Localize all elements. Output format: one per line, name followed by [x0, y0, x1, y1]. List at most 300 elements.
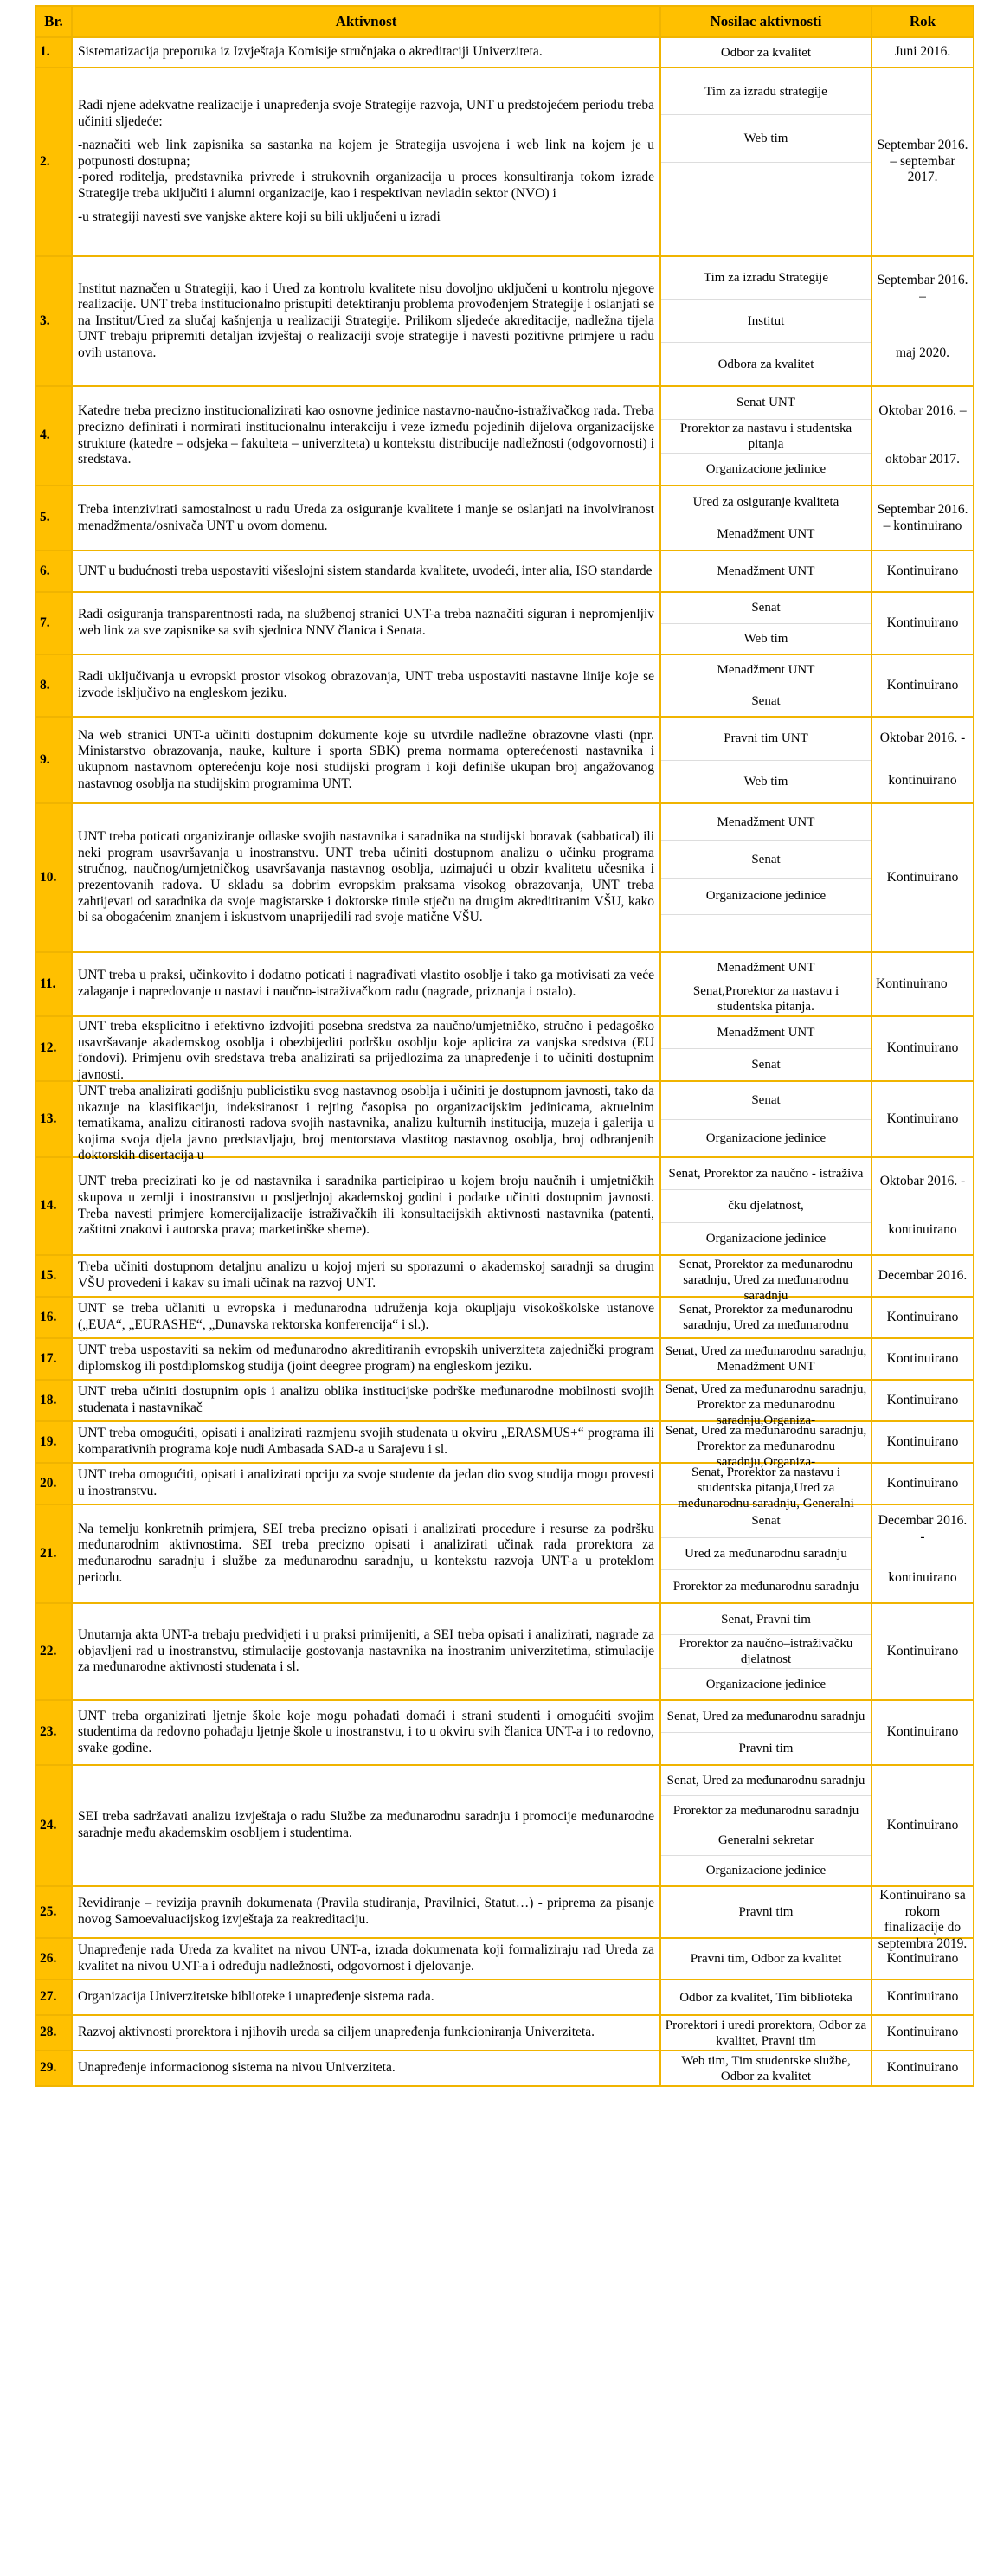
activity-cell: [72, 1081, 660, 1163]
activity-paragraph: UNT treba u praksi, učinkovito i dodatno poticati i nagrađivati vlastito osoblje i tako ga motivisati za veće zalaganje i napredovanje u nastavi i naučno-istraživačkom radu (nagrade, priznanja i ostalo).: [78, 968, 654, 999]
deadline-cell: [872, 717, 974, 803]
activity-text: [78, 1627, 654, 1676]
activity-cell: [72, 386, 660, 486]
holder-entry: Senat,Prorektor za nastavu i studentska pitanja.: [661, 982, 871, 1015]
holder-entry: Institut: [661, 299, 871, 343]
holder-cell: [660, 1380, 872, 1427]
deadline-cell: [872, 592, 974, 654]
table-row: [35, 1255, 974, 1297]
holder-cell: [660, 551, 872, 592]
holder-cell: [660, 386, 872, 486]
deadline-cell: [872, 654, 974, 717]
row-number: 21.: [35, 1504, 72, 1603]
row-number: 12.: [35, 1016, 72, 1081]
table-row: [35, 1765, 974, 1886]
holder-entry: Odbora za kvalitet: [661, 342, 871, 385]
activity-paragraph: Organizacija Univerzitetske biblioteke i unapređenje sistema rada.: [78, 1989, 434, 2005]
activity-cell: [72, 1886, 660, 1938]
activity-text: [78, 564, 654, 580]
table-row: [35, 952, 974, 1016]
activity-paragraph: Unapređenje rada Ureda za kvalitet na nivou UNT-a, izrada dokumenata koji formaliziraju rad Ureda za kvalitet na nivou UNT-a i određuju nadležnosti, odgovornost i djelovanje.: [78, 1942, 654, 1974]
activity-cell: [72, 1463, 660, 1504]
deadline-value: Oktobar 2016. –: [878, 402, 967, 418]
activity-cell: [72, 37, 660, 68]
holder-entry: Senat: [751, 1514, 781, 1529]
holder-entry: Senat, Ured za međunarodnu saradnju, Menadžment UNT: [665, 1344, 867, 1374]
holder-entry: Senat, Prorektor za nastavu i studentska pitanja,Ured za međunarodnu saradnju, Generalni: [678, 1465, 854, 1510]
holder-entry: Prorektor za nastavu i studentska pitanja: [661, 419, 871, 453]
row-number: 16.: [35, 1297, 72, 1338]
deadline-value: Kontinuirano: [886, 563, 959, 578]
row-number: 18.: [35, 1380, 72, 1421]
deadline-value: Decembar 2016.: [878, 1267, 968, 1283]
holder-entry: Menadžment UNT: [717, 564, 815, 578]
activity-paragraph: UNT treba organizirati ljetnje škole koje mogu pohađati domaći i strani studenti i omogućiti svojim studentima da redovno pohađaju ljetnje škole u inostranstvu, i to u okviru svih članica UNT-a i to redovno, svake godine.: [78, 1708, 654, 1755]
deadline-value: oktobar 2017.: [884, 452, 961, 467]
holder-cell: [660, 1157, 872, 1255]
deadline-value: Kontinuirano: [886, 677, 959, 692]
activity-cell: [72, 1255, 660, 1297]
deadline-cell: [872, 803, 974, 952]
holder-entry: Senat, Prorektor za međunarodnu saradnju, Ured za međunarodnu saradnju: [679, 1258, 853, 1303]
deadline-value: Oktobar 2016. -: [879, 731, 966, 746]
holder-cell: [660, 1255, 872, 1303]
table-row: [35, 1380, 974, 1421]
row-number: 2.: [35, 68, 72, 256]
activity-cell: [72, 1603, 660, 1700]
row-number: 7.: [35, 592, 72, 654]
deadline-value: Kontinuirano: [886, 1724, 959, 1740]
row-number: 27.: [35, 1980, 72, 2015]
activity-text: [78, 1019, 654, 1082]
deadline-value: Septembar 2016. –: [877, 273, 968, 304]
deadline-cell: [872, 551, 974, 592]
holder-cell: [660, 68, 872, 256]
holder-entry: Menadžment UNT: [661, 518, 871, 550]
activity-cell: [72, 654, 660, 717]
holder-entry: Senat, Prorektor za međunarodnu saradnju, Ured za međunarodnu: [679, 1303, 853, 1332]
holder-entry: Senat UNT: [736, 396, 795, 410]
deadline-value: Kontinuirano: [886, 1950, 959, 1966]
activity-paragraph: Unapređenje informacionog sistema na nivou Univerziteta.: [78, 2060, 396, 2076]
holder-entry: Pravni tim, Odbor za kvalitet: [690, 1952, 842, 1966]
activity-paragraph: Na temelju konkretnih primjera, SEI treba precizno opisati i analizirati procedure i resurse za podršku međunarodnim aktivnostima. SEI treba precizno opisati i analizirati učinak rada prorektora za međunarodnu saradnju i službe za međunarodnu saradnju, u kontekstu razvoja UNT-a u proteklom periodu.: [78, 1521, 654, 1585]
activity-paragraph: UNT treba uspostaviti sa nekim od međunarodno akreditiranih evropskih univerziteta zajednički program diplomskog ili postdiplomskog studija (joint deegree program) na engleskom jeziku.: [78, 1343, 654, 1374]
holder-entry: Prorektor za međunarodnu saradnju: [661, 1569, 871, 1602]
holder-entry: Prorektor za naučno–istraživačku djelatnost: [661, 1634, 871, 1668]
holder-cell: [660, 592, 872, 654]
deadline-cell: [872, 1157, 974, 1255]
holder-cell: [660, 1463, 872, 1510]
deadline-cell: [872, 1338, 974, 1380]
header-deadline: Rok: [872, 6, 974, 37]
deadline-value: Kontinuirano: [886, 1111, 959, 1126]
holder-entry: Senat: [661, 686, 871, 717]
activity-cell: [72, 551, 660, 592]
activity-text: [78, 1343, 654, 1375]
holder-cell: [660, 256, 872, 386]
deadline-value: maj 2020.: [896, 345, 949, 360]
activity-cell: [72, 803, 660, 952]
activity-paragraph: -u strategiji navesti sve vanjske aktere koji su bili uključeni u izradi: [78, 209, 441, 225]
table-row: [35, 256, 974, 386]
deadline-cell: [872, 486, 974, 551]
holder-entry: Senat, Ured za međunarodnu saradnju: [666, 1710, 865, 1723]
holder-entry: Organizacione jedinice: [661, 453, 871, 486]
activity-text: [78, 1301, 654, 1333]
table-row: [35, 1338, 974, 1380]
holder-entry: Web tim: [661, 623, 871, 654]
row-number: 11.: [35, 952, 72, 1016]
deadline-value: Septembar 2016. – septembar 2017.: [877, 138, 968, 185]
row-number: 15.: [35, 1255, 72, 1297]
activity-cell: [72, 1765, 660, 1886]
activity-paragraph: SEI treba sadržavati analizu izvještaja o radu Službe za međunarodnu saradnju i promocije međunarodne saradnje među akademskim osobljem i studentima.: [78, 1809, 654, 1840]
deadline-cell: [872, 1463, 974, 1504]
deadline-value: Juni 2016.: [894, 44, 951, 60]
holder-cell: [660, 717, 872, 803]
holder-entry: Senat, Pravni tim: [721, 1612, 811, 1626]
holder-entry: Web tim, Tim studentske službe, Odbor za kvalitet: [681, 2053, 851, 2083]
row-number: 14.: [35, 1157, 72, 1255]
deadline-value: Kontinuirano: [876, 976, 948, 991]
deadline-cell: [872, 1765, 974, 1886]
activity-text: [78, 1989, 654, 2006]
holder-cell: [660, 654, 872, 717]
deadline-value: Kontinuirano: [886, 1989, 959, 2005]
activity-text: [78, 2025, 654, 2041]
holder-cell: [660, 1338, 872, 1380]
row-number: 28.: [35, 2015, 72, 2051]
deadline-cell: [872, 1603, 974, 1700]
table-row: [35, 1886, 974, 1938]
activity-text: [78, 968, 654, 1000]
holder-cell: [660, 2051, 872, 2086]
activity-text: [78, 2060, 654, 2077]
holder-entry: Ured za osiguranje kvaliteta: [692, 495, 839, 509]
deadline-cell: [872, 2051, 974, 2086]
deadline-value: Kontinuirano: [886, 1817, 959, 1832]
activity-paragraph: UNT treba analizirati godišnju publicistiku svog nastavnog osoblja i učiniti je dostupnom javnosti, tako da ukazuje na klasifikaciju, indeksiranost i rejting časopisa po organizacijskim jedinicama, aktuelnim tematikama, analizu citiranosti radova svojih nastavnika, analizu kulturnih institucija, muzeja i galerija u kojima svoja djela javno predstavljaju, broj mentorstava vlastitog nastavnog osoblja, broj odbranjenih doktorskih disertacija u: [78, 1084, 654, 1163]
activity-text: [78, 1174, 654, 1238]
holder-entry: Pravni tim: [738, 1905, 794, 1919]
activity-text: [78, 44, 654, 61]
activity-text: [78, 1896, 654, 1928]
holder-cell: [660, 1980, 872, 2015]
holder-entry: Prorektori i uredi prorektora, Odbor za kvalitet, Pravni tim: [665, 2018, 867, 2048]
row-number: 1.: [35, 37, 72, 68]
holder-cell: [660, 37, 872, 68]
table-row: [35, 717, 974, 803]
deadline-cell: [872, 68, 974, 256]
activity-text: [78, 98, 654, 226]
activity-text: [78, 1809, 654, 1841]
holder-entry: Web tim: [661, 760, 871, 803]
deadline-value: Kontinuirano sa rokom finalizacije do septembra 2019.: [878, 1888, 968, 1951]
activity-paragraph: Radi uključivanja u evropski prostor visokog obrazovanja, UNT treba uspostaviti nastavne linije koje se izvode isključivo na engleskom jeziku.: [78, 669, 654, 700]
deadline-value: Kontinuirano: [886, 1350, 959, 1366]
activity-paragraph: UNT treba eksplicitno i efektivno izdvojiti posebna sredstva za naučno/umjetničko, stručno i pedagoško usavršavanje akademskog osoblja i obezbijediti podršku osoblju koje aplicira za vanjska sredstva (EU fondovi). Primjenu ovih sredstava treba analizirati sa prijedlozima za unapređenje i to učiniti dostupnim javnosti.: [78, 1019, 654, 1082]
table-row: [35, 1297, 974, 1338]
table-row: [35, 1700, 974, 1765]
row-number: 6.: [35, 551, 72, 592]
activity-cell: [72, 1938, 660, 1980]
activity-text: [78, 829, 654, 926]
holder-entry: Odbor za kvalitet: [720, 45, 812, 60]
activity-text: [78, 607, 654, 639]
activity-paragraph: -pored roditelja, predstavnika privrede i strukovnih organizacija u proces konsultiranja tokom izrade Strategije treba uključiti i alumni organizacije, kao i respektivan nevladin sektor (NVO) i: [78, 170, 654, 201]
holder-cell: [660, 1016, 872, 1081]
table-row: [35, 1938, 974, 1980]
activity-paragraph: Institut naznačen u Strategiji, kao i Ured za kontrolu kvalitete nisu dovoljno uključeni u kontrolu njegove realizacije. UNT treba institucionalno pristupiti detektiranju problema provođenjem Strategije i oslanjati se na Institut/Ured za slučaj kašnjenja u realizaciji Strategije. Prilikom sljedeće akreditacije, nadležna tijela UNT trebaju pripremiti detaljan izvještaj o realizaciji svoje strategije i navesti pozitivne primjere u radu ovih ustanova.: [78, 280, 654, 360]
holder-entry: Prorektor za međunarodnu saradnju: [661, 1795, 871, 1826]
row-number: 29.: [35, 2051, 72, 2086]
activity-text: [78, 1942, 654, 1974]
row-number: 5.: [35, 486, 72, 551]
activity-cell: [72, 486, 660, 551]
deadline-cell: [872, 37, 974, 68]
holder-cell: [660, 1765, 872, 1886]
activity-paragraph: Razvoj aktivnosti prorektora i njihovih ureda sa ciljem unapređenja funkcioniranja Univerziteta.: [78, 2025, 595, 2040]
holder-entry: Senat: [751, 601, 781, 615]
row-number: 20.: [35, 1463, 72, 1504]
deadline-cell: [872, 1938, 974, 1980]
holder-entry: [661, 914, 871, 951]
holder-entry: Senat: [661, 840, 871, 878]
holder-entry: Menadžment UNT: [717, 815, 815, 829]
activity-paragraph: UNT treba precizirati ko je od nastavnika i saradnika participirao u kojem broju naučnih i umjetničkih skupova u zemlji i inostranstvu u posljednjoj akademskoj godini i podatke učiniti dostupnim javnosti. Treba navesti primjere komercijalizacije istraživačkih ili konsultacijskih aktivnosti nastavnika (patenti, zaštitni znakovi i autorska prava; marketinške sheme).: [78, 1174, 654, 1238]
table-row: [35, 2051, 974, 2086]
activity-paragraph: Na web stranici UNT-a učiniti dostupnim dokumente koje su utvrdile nadležne obrazovne vlasti (npr. Ministarstvo obrazovanja, nauke, kulture i sporta SBK) prema normama opterećenosti nastavnika i ukupnom nastavnom opterećenju koje nosi studijski program i koji definiše ukupan broj angažovanog nastavnog osoblja na studijskim programima UNT.: [78, 727, 654, 791]
holder-entry: Senat, Prorektor za naučno - istraživa: [668, 1167, 864, 1182]
holder-cell: [660, 1700, 872, 1765]
deadline-value: kontinuirano: [888, 1569, 957, 1585]
table-row: [35, 1504, 974, 1603]
holder-entry: Senat: [751, 1093, 781, 1108]
deadline-cell: [872, 1700, 974, 1765]
holder-entry: Organizacione jedinice: [661, 1222, 871, 1254]
row-number: 10.: [35, 803, 72, 952]
activity-paragraph: UNT treba učiniti dostupnim opis i analizu oblika institucijske podrške međunarodne mobilnosti svojih studenata i nastavnikač: [78, 1384, 654, 1415]
table-row: [35, 654, 974, 717]
table-row: [35, 803, 974, 952]
activity-text: [78, 281, 654, 362]
deadline-value: Kontinuirano: [886, 1040, 959, 1056]
holder-entry: Senat, Ured za međunarodnu saradnju, Prorektor za međunarodnu saradnju,Organiza-: [665, 1424, 867, 1469]
holder-entry: Pravni tim: [661, 1732, 871, 1764]
deadline-cell: [872, 2015, 974, 2051]
table-row: [35, 37, 974, 68]
row-number: 17.: [35, 1338, 72, 1380]
table-row: [35, 1463, 974, 1504]
deadline-value: Kontinuirano: [886, 1433, 959, 1449]
holder-entry: Senat, Ured za međunarodnu saradnju: [666, 1773, 865, 1787]
holder-entry: [661, 209, 871, 255]
activity-text: [78, 1522, 654, 1586]
deadline-value: Kontinuirano: [886, 615, 959, 630]
activity-paragraph: Unutarnja akta UNT-a trebaju predvidjeti i u praksi primijeniti, a SEI treba opisati i analizirati, nagrade za objavljeni rad u inostranstvu, stimulacije gostovanja nastavnika na inostranim univerzitetima, stimulacije za međunarodne aktivnosti studenata i sl.: [78, 1627, 654, 1675]
table-row: [35, 1980, 974, 2015]
holder-cell: [660, 803, 872, 952]
deadline-cell: [872, 1421, 974, 1463]
activity-text: [78, 403, 654, 467]
holder-entry: Web tim: [661, 114, 871, 161]
holder-entry: Generalni sekretar: [661, 1826, 871, 1856]
holder-entry: Organizacione jedinice: [661, 1668, 871, 1699]
holder-cell: [660, 1081, 872, 1157]
row-number: 25.: [35, 1886, 72, 1938]
deadline-cell: [872, 1886, 974, 1951]
holder-cell: [660, 1603, 872, 1700]
activity-cell: [72, 1016, 660, 1081]
holder-entry: Senat: [661, 1048, 871, 1080]
deadline-cell: [872, 1980, 974, 2015]
activity-text: [78, 1259, 654, 1291]
holder-entry: Pravni tim UNT: [724, 731, 808, 746]
row-number: 26.: [35, 1938, 72, 1980]
activity-text: [78, 1384, 654, 1416]
activity-text: [78, 1426, 654, 1458]
activity-cell: [72, 1297, 660, 1338]
activity-cell: [72, 1504, 660, 1603]
holder-entry: Organizacione jedinice: [661, 878, 871, 915]
holder-cell: [660, 1938, 872, 1980]
holder-entry: Menadžment UNT: [717, 663, 815, 678]
deadline-cell: [872, 1255, 974, 1297]
holder-cell: [660, 952, 872, 1016]
deadline-value: kontinuirano: [888, 773, 957, 789]
activity-paragraph: -naznačiti web link zapisnika sa sastanka na kojem je Strategija usvojena i web link na kojem je u potpunosti dostupna;: [78, 138, 654, 169]
holder-entry: Menadžment UNT: [717, 960, 815, 975]
activity-cell: [72, 68, 660, 256]
header-activity: Aktivnost: [72, 6, 660, 37]
deadline-value: Kontinuirano: [886, 1392, 959, 1407]
activity-paragraph: Katedre treba precizno institucionalizirati kao osnovne jedinice nastavno-naučno-istraživačkog rada. Treba precizno definirati i normirati institucionalnu interakciju i veze između pojedinih dijelova organizacijske strukture (katedre – odsjeka – fakulteta – univerziteta) u kontekstu distribucije nadležnosti (odgovornosti) i sredstava.: [78, 403, 654, 467]
table-row: [35, 1603, 974, 1700]
deadline-value: Kontinuirano: [886, 1475, 959, 1491]
deadline-value: Kontinuirano: [886, 2060, 959, 2076]
activity-paragraph: Sistematizacija preporuka iz Izvještaja Komisije stručnjaka o akreditaciji Univerziteta.: [78, 44, 543, 60]
activity-paragraph: Radi osiguranja transparentnosti rada, na službenoj stranici UNT-a treba naznačiti siguran i nepromjenljiv web link za sve zapisnike sa svih sjednica NNV članica i Senata.: [78, 607, 654, 638]
table-row: [35, 486, 974, 551]
deadline-cell: [872, 1380, 974, 1421]
header-row: [35, 6, 974, 37]
deadline-value: Kontinuirano: [886, 1643, 959, 1658]
activity-paragraph: UNT treba omogućiti, opisati i analizirati razmjenu svojih studenata u okviru „ERASMUS+“ programa ili komparativnih programa koje nudi Ambasada SAD-a u Sarajevu i sl.: [78, 1426, 654, 1457]
holder-entry: Senat, Ured za međunarodnu saradnju, Prorektor za međunarodnu saradnju,Organiza-: [665, 1382, 867, 1427]
holder-entry: Tim za izradu strategije: [704, 84, 827, 99]
activity-paragraph: UNT u budućnosti treba uspostaviti višeslojni sistem standarda kvalitete, uvodeći, inter alia, ISO standarde: [78, 563, 653, 578]
activity-cell: [72, 1980, 660, 2015]
activity-paragraph: Radi njene adekvatne realizacije i unapređenja svoje Strategije razvoja, UNT u predstojećem periodu treba učiniti sljedeće:: [78, 97, 654, 129]
activity-paragraph: UNT se treba učlaniti u evropska i međunarodna udruženja koja okupljaju visokoškolske ustanove („EUA“, „EURASHE“, „Dunavska rektorska konferencija“ i sl.).: [78, 1301, 654, 1332]
deadline-value: Oktobar 2016. -: [879, 1174, 966, 1189]
row-number: 3.: [35, 256, 72, 386]
table-row: [35, 551, 974, 592]
activity-text: [78, 1709, 654, 1757]
row-number: 19.: [35, 1421, 72, 1463]
activity-cell: [72, 1157, 660, 1255]
table-row: [35, 2015, 974, 2051]
holder-entry: Tim za izradu Strategije: [704, 271, 828, 286]
holder-cell: [660, 1421, 872, 1469]
activity-cell: [72, 952, 660, 1016]
deadline-value: kontinuirano: [888, 1221, 957, 1237]
deadline-cell: [872, 1297, 974, 1338]
row-number: 9.: [35, 717, 72, 803]
holder-entry: Odbor za kvalitet, Tim biblioteka: [679, 1990, 852, 2005]
deadline-value: Kontinuirano: [886, 2025, 959, 2040]
header-holder: Nosilac aktivnosti: [660, 6, 872, 37]
deadline-cell: [872, 256, 974, 386]
activity-text: [78, 669, 654, 701]
activity-text: [78, 1467, 654, 1499]
activity-cell: [72, 592, 660, 654]
holder-cell: [660, 1504, 872, 1603]
deadline-cell: [872, 1081, 974, 1157]
activity-cell: [72, 1380, 660, 1421]
deadline-cell: [872, 952, 974, 1016]
row-number: 24.: [35, 1765, 72, 1886]
holder-entry: [661, 162, 871, 209]
action-plan-table: [35, 5, 974, 2087]
deadline-value: Kontinuirano: [886, 869, 959, 885]
row-number: 22.: [35, 1603, 72, 1700]
table-row: [35, 592, 974, 654]
holder-entry: Organizacione jedinice: [661, 1119, 871, 1157]
row-number: 4.: [35, 386, 72, 486]
holder-cell: [660, 2015, 872, 2051]
holder-entry: čku djelatnost,: [661, 1189, 871, 1221]
deadline-cell: [872, 1016, 974, 1081]
activity-cell: [72, 717, 660, 803]
table-row: [35, 1016, 974, 1081]
row-number: 13.: [35, 1081, 72, 1157]
activity-cell: [72, 1700, 660, 1765]
table-row: [35, 386, 974, 486]
table-row: [35, 1157, 974, 1255]
activity-paragraph: UNT treba omogućiti, opisati i analizirati opciju za svoje studente da jedan dio svog studija mogu provesti u inostranstvu.: [78, 1467, 654, 1498]
activity-cell: [72, 256, 660, 386]
deadline-value: Kontinuirano: [886, 1309, 959, 1324]
activity-cell: [72, 2051, 660, 2086]
header-number: Br.: [35, 6, 72, 37]
row-number: 8.: [35, 654, 72, 717]
activity-paragraph: Treba učiniti dostupnom detaljnu analizu u kojoj mjeri su sporazumi o akademskoj saradnji sa drugim VŠU provedeni i kakav su imali učinak na razvoj UNT.: [78, 1259, 654, 1291]
activity-paragraph: Revidiranje – revizija pravnih dokumenata (Pravila studiranja, Pravilnici, Statut…) - priprema za pisanje novog Samoevaluacijskog izvještaja za reakreditaciju.: [78, 1896, 654, 1927]
deadline-cell: [872, 386, 974, 486]
holder-cell: [660, 1297, 872, 1338]
holder-cell: [660, 486, 872, 551]
holder-entry: Menadžment UNT: [717, 1026, 815, 1040]
activity-paragraph: UNT treba poticati organiziranje odlaske svojih nastavnika i saradnika na studijski boravak (sabbatical) ili neki program usavršavanja u inostranstvu. UNT treba učiniti dostupnom analizu o učinku programa stručnog, naučnog/umjetničkog usavršavanja nastavnog osoblja, uzimajući u obzir kvalitetu učesnika i prezentovanih radova. U skladu sa dobrim evropskim praksama visokog obrazovanja, UNT treba zahtijevati od saradnika da svoje magistarske i doktorske titule stječu na drugim akreditiranim VŠU, kako bi sa obogaćenim znanjem i iskustvom unaprijedili rad svoje matične VŠU.: [78, 829, 654, 925]
row-number: 23.: [35, 1700, 72, 1765]
holder-entry: Organizacione jedinice: [661, 1855, 871, 1885]
deadline-value: Decembar 2016. -: [878, 1513, 968, 1544]
activity-text: [78, 502, 654, 534]
activity-text: [78, 1084, 654, 1163]
table-row: [35, 1081, 974, 1157]
activity-paragraph: Treba intenzivirati samostalnost u radu Ureda za osiguranje kvalitete i manje se oslanjati na involviranost menadžmenta/osnivača UNT u ovom domenu.: [78, 501, 654, 533]
table-row: [35, 1421, 974, 1463]
table-row: [35, 68, 974, 256]
activity-cell: [72, 1338, 660, 1380]
holder-entry: Ured za međunarodnu saradnju: [661, 1537, 871, 1570]
holder-cell: [660, 1886, 872, 1938]
activity-cell: [72, 1421, 660, 1463]
activity-cell: [72, 2015, 660, 2051]
deadline-value: Septembar 2016. – kontinuirano: [877, 501, 968, 533]
